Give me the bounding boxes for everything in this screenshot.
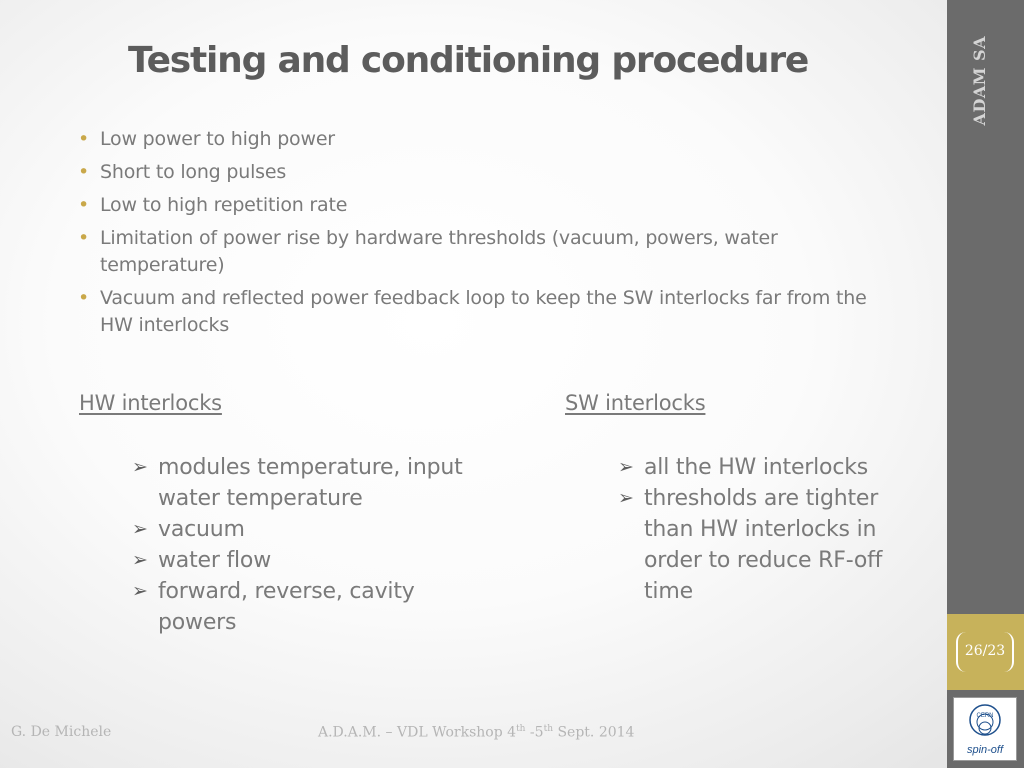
bullet-dot-icon: • xyxy=(78,227,90,249)
bullet-dot-icon: • xyxy=(78,128,90,150)
footer-author: G. De Michele xyxy=(11,724,112,740)
hw-interlock-item xyxy=(132,576,492,638)
bullet-item xyxy=(78,192,878,219)
arrow-bullet-icon: ➢ xyxy=(132,549,148,571)
bullet-item xyxy=(78,159,878,186)
hw-interlocks-list xyxy=(132,452,492,638)
footer-event-suffix: Sept. 2014 xyxy=(553,724,635,741)
sw-interlock-item xyxy=(618,483,918,607)
hw-interlock-text: water flow xyxy=(158,548,271,573)
arrow-bullet-icon: ➢ xyxy=(618,487,634,509)
bullet-item xyxy=(78,126,878,153)
bullet-text: Vacuum and reflected power feedback loop to keep the SW interlocks far from the HW interlocks xyxy=(100,287,867,336)
hw-interlocks-heading: HW interlocks xyxy=(79,391,222,415)
company-label: ADAM SA xyxy=(970,36,989,126)
sw-interlock-text: thresholds are tighter than HW interlocks in order to reduce RF-off time xyxy=(644,486,883,604)
footer-sup-1: th xyxy=(516,724,526,734)
cern-spin-off-logo xyxy=(953,697,1017,761)
sw-interlocks-heading: SW interlocks xyxy=(565,391,706,415)
arrow-bullet-icon: ➢ xyxy=(132,518,148,540)
hw-interlock-text: forward, reverse, cavity powers xyxy=(158,579,415,635)
slide-title: Testing and conditioning procedure xyxy=(128,40,809,81)
arrow-bullet-icon: ➢ xyxy=(132,580,148,602)
bullet-dot-icon: • xyxy=(78,194,90,216)
footer-sup-2: th xyxy=(543,724,553,734)
bullet-text: Low to high repetition rate xyxy=(100,194,348,216)
page-number-box xyxy=(947,614,1024,690)
sw-interlock-item xyxy=(618,452,918,483)
bullet-text: Limitation of power rise by hardware thresholds (vacuum, powers, water temperature) xyxy=(100,227,778,276)
hw-interlock-text: modules temperature, input water temperature xyxy=(158,455,463,511)
spin-off-text: spin-off xyxy=(966,744,1004,756)
footer-event-prefix: A.D.A.M. – VDL Workshop 4 xyxy=(318,724,517,741)
bullet-dot-icon: • xyxy=(78,161,90,183)
bullet-item xyxy=(78,285,878,339)
sidebar xyxy=(947,0,1024,768)
bullet-list xyxy=(78,126,878,345)
page-number: 26/23 xyxy=(956,632,1014,672)
hw-interlock-text: vacuum xyxy=(158,517,245,542)
sw-interlocks-list xyxy=(618,452,918,607)
bullet-dot-icon: • xyxy=(78,287,90,309)
hw-interlock-item xyxy=(132,452,492,514)
footer-event-dash: -5 xyxy=(525,724,544,741)
bullet-text: Low power to high power xyxy=(100,128,335,150)
bullet-item xyxy=(78,225,878,279)
footer-event xyxy=(318,724,634,741)
bullet-text: Short to long pulses xyxy=(100,161,287,183)
hw-interlock-item xyxy=(132,514,492,545)
cern-logo-icon xyxy=(954,698,1016,740)
cern-logo-text: CERN xyxy=(976,713,994,719)
arrow-bullet-icon: ➢ xyxy=(618,456,634,478)
sw-interlock-text: all the HW interlocks xyxy=(644,455,869,480)
hw-interlock-item xyxy=(132,545,492,576)
arrow-bullet-icon: ➢ xyxy=(132,456,148,478)
